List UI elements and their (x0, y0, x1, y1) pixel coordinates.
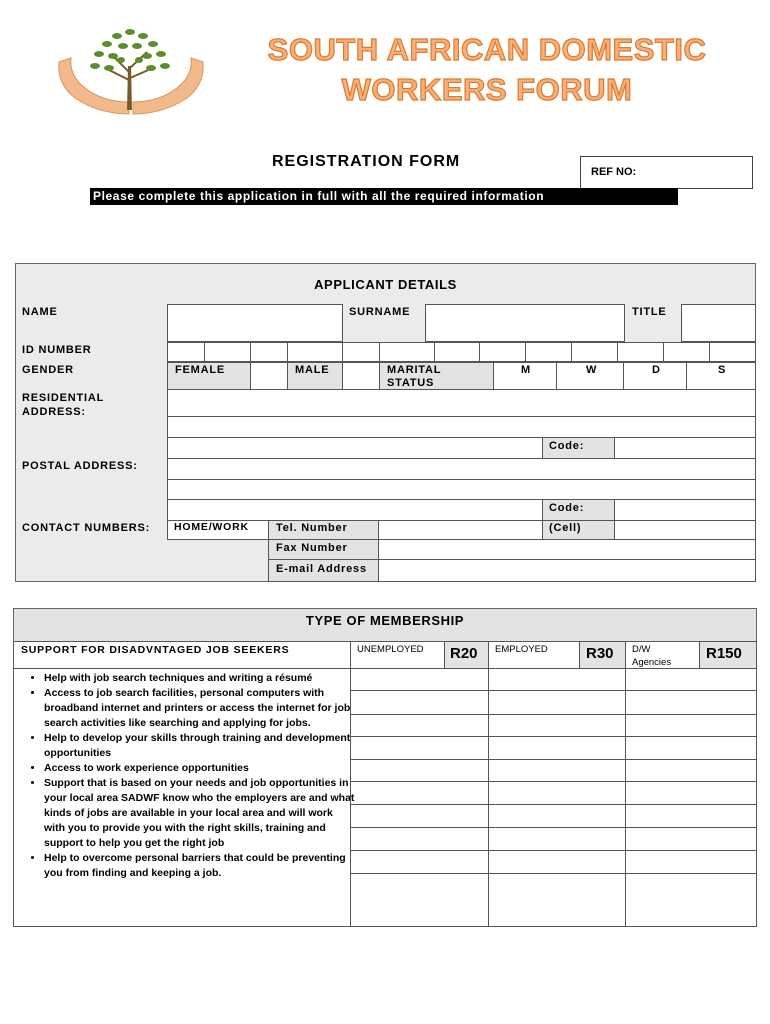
marital-w-option[interactable] (556, 362, 624, 390)
title-label: TITLE (632, 306, 667, 318)
employed-label: EMPLOYED (495, 644, 548, 655)
fax-number-label: Fax Number (276, 542, 348, 554)
postal-address-line-1[interactable] (167, 458, 756, 480)
benefit-item: • Help with job search techniques and writing a résumé (44, 671, 356, 686)
marital-d-label: D (652, 364, 661, 376)
id-digit-box[interactable] (709, 342, 756, 362)
male-label: MALE (295, 364, 330, 376)
tel-number-field[interactable] (378, 520, 543, 540)
id-digit-box[interactable] (663, 342, 710, 362)
membership-grid-lines (350, 668, 757, 927)
name-field[interactable] (167, 304, 343, 342)
org-name-line-2: WORKERS FORUM (341, 72, 633, 107)
residential-label-line-2: ADDRESS: (22, 406, 86, 418)
support-heading: SUPPORT FOR DISADVNTAGED JOB SEEKERS (21, 644, 290, 656)
marital-m-option[interactable] (493, 362, 557, 390)
id-digit-box[interactable] (167, 342, 205, 362)
email-address-field[interactable] (378, 559, 756, 582)
fax-number-field[interactable] (378, 539, 756, 560)
male-checkbox[interactable] (342, 362, 380, 390)
id-digit-box[interactable] (617, 342, 664, 362)
id-digit-box[interactable] (434, 342, 480, 362)
employed-heading-cell (488, 641, 580, 669)
tel-number-cell (268, 520, 379, 540)
benefit-item: • Support that is based on your needs and job opportunities in your local area SADWF know who the employers are and what kinds of jobs are available in your local area and will work with you to provide you with the right skills, training and support to help you get the right job (44, 776, 356, 851)
membership-title: TYPE OF MEMBERSHIP (305, 613, 465, 628)
postal-code-label: Code: (549, 502, 585, 514)
male-option (287, 362, 343, 390)
cell-number-field[interactable] (614, 520, 756, 540)
unemployed-label: UNEMPLOYED (357, 644, 424, 655)
ref-no-label: REF NO: (591, 166, 637, 178)
dw-label-line-1: D/W (632, 644, 651, 655)
benefit-item: • Access to work experience opportunities (44, 761, 356, 776)
id-digit-box[interactable] (287, 342, 343, 362)
employed-fee-cell (579, 641, 626, 669)
benefit-item: • Help to develop your skills through training and development opportunities (44, 731, 356, 761)
residential-code-cell (542, 437, 615, 459)
unemployed-fee: R20 (450, 645, 478, 662)
marital-s-option[interactable] (686, 362, 756, 390)
residential-code-field[interactable] (614, 437, 756, 459)
residential-address-line-3[interactable] (167, 437, 543, 459)
dw-agencies-label (632, 643, 671, 669)
postal-code-cell (542, 499, 615, 521)
benefits-cell (13, 668, 355, 927)
employed-fee: R30 (586, 645, 614, 662)
postal-address-label: POSTAL ADDRESS: (22, 460, 138, 472)
logo (55, 22, 207, 116)
id-digit-box[interactable] (250, 342, 288, 362)
id-digit-box[interactable] (204, 342, 251, 362)
email-address-label: E-mail Address (276, 563, 367, 575)
applicant-title: APPLICANT DETAILS (314, 277, 457, 292)
marital-d-option[interactable] (623, 362, 687, 390)
support-heading-cell (13, 641, 351, 669)
tel-number-label: Tel. Number (276, 522, 348, 534)
id-digit-box[interactable] (525, 342, 572, 362)
id-digit-box[interactable] (342, 342, 380, 362)
dw-fee: R150 (706, 645, 742, 662)
benefit-item: • Access to job search facilities, personal computers with broadband internet and printers or access the internet for job search activities like searching and applying for jobs. (44, 686, 356, 731)
dw-fee-cell (699, 641, 757, 669)
unemployed-fee-cell (444, 641, 489, 669)
title-field[interactable] (681, 304, 756, 342)
ref-no-box[interactable] (580, 156, 753, 189)
email-address-cell (268, 559, 379, 582)
residential-address-line-1[interactable] (167, 389, 756, 417)
instruction-text: Please complete this application in full with all the required information (93, 189, 545, 203)
dw-label-line-2: Agencies (632, 657, 672, 668)
gender-label: GENDER (22, 364, 74, 376)
marital-label-line-2: STATUS (387, 377, 435, 389)
org-name (222, 30, 752, 110)
benefits-list (16, 671, 356, 881)
postal-address-line-3[interactable] (167, 499, 543, 521)
id-digit-box[interactable] (379, 342, 435, 362)
female-label: FEMALE (175, 364, 226, 376)
benefit-item: • Help to overcome personal barriers that could be preventing you from finding and keeping a job. (44, 851, 356, 881)
postal-code-field[interactable] (614, 499, 756, 521)
form-title: REGISTRATION FORM (272, 153, 461, 170)
id-digit-box[interactable] (571, 342, 618, 362)
cell-number-label: (Cell) (549, 522, 582, 534)
id-digit-box[interactable] (479, 342, 526, 362)
home-work-label: HOME/WORK (174, 521, 249, 533)
marital-label-line-1: MARITAL (387, 364, 442, 376)
female-checkbox[interactable] (250, 362, 288, 390)
tree-in-hands-logo-icon (55, 22, 207, 116)
dw-agencies-heading-cell (625, 641, 700, 669)
marital-m-label: M (521, 364, 531, 376)
surname-field[interactable] (425, 304, 625, 342)
membership-title-bar (13, 608, 757, 642)
residential-address-label (22, 391, 104, 419)
home-work-cell (167, 520, 269, 540)
id-number-label: ID NUMBER (22, 344, 92, 356)
fax-number-cell (268, 539, 379, 560)
marital-s-label: S (718, 364, 727, 376)
instruction-bar (90, 188, 678, 205)
unemployed-heading-cell (350, 641, 445, 669)
residential-address-line-2[interactable] (167, 416, 756, 438)
org-name-line-1: SOUTH AFRICAN DOMESTIC (267, 32, 707, 67)
postal-address-line-2[interactable] (167, 479, 756, 500)
residential-code-label: Code: (549, 440, 585, 452)
contact-numbers-label: CONTACT NUMBERS: (22, 522, 151, 534)
female-option (167, 362, 251, 390)
marital-status-option (379, 362, 494, 390)
marital-w-label: W (586, 364, 598, 376)
surname-label: SURNAME (349, 306, 411, 318)
name-label: NAME (22, 306, 58, 318)
marital-status-label (387, 364, 441, 390)
membership-grid (350, 668, 757, 927)
residential-label-line-1: RESIDENTIAL (22, 392, 105, 404)
cell-number-cell (542, 520, 615, 540)
